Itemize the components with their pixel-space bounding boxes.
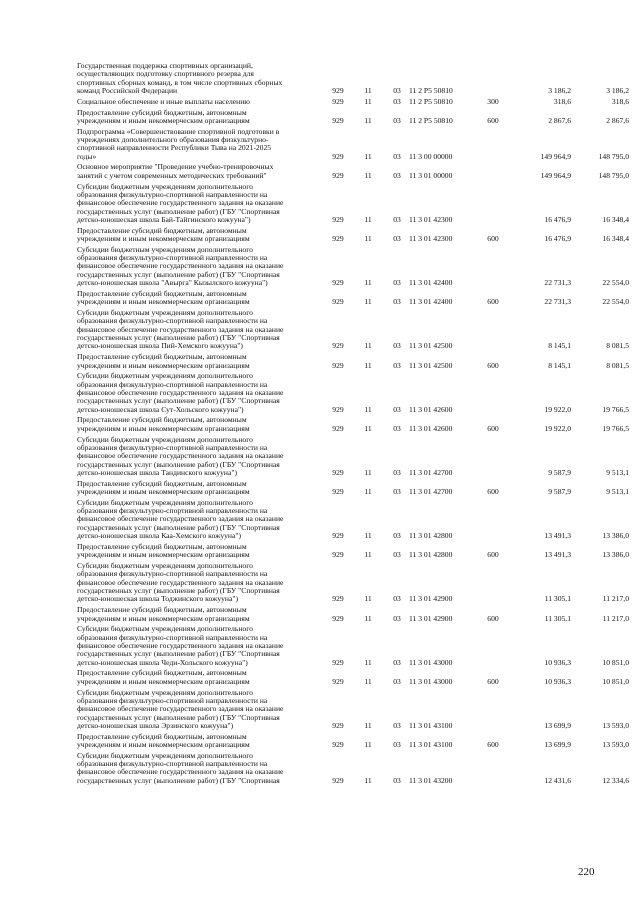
table-row	[0, 128, 640, 161]
amount-year-2: 19 766,5	[602, 404, 629, 414]
grbs-code: 929	[332, 214, 344, 224]
target-article-code: 11 3 01 42600	[409, 423, 453, 433]
section-code: 11	[364, 613, 372, 623]
target-article-code: 11 3 01 42300	[409, 234, 453, 244]
row-description: Основное мероприятие "Проведение учебно-тренировочных занятий с учетом современных методических требований"	[77, 162, 274, 180]
row-description: Субсидии бюджетным учреждениям дополнительного образования физкультурно-спортивной направленности на финансовое обеспечение государственного задания на оказание государственных услуг (выполнение работ) (ГБУ "Спортивная детско-юношеская школа Чеди-Хольского кожууна")	[77, 624, 284, 667]
table-row	[0, 372, 640, 414]
amount-year-2: 16 348,4	[602, 234, 629, 244]
section-code: 11	[364, 297, 372, 307]
grbs-code: 929	[332, 467, 344, 477]
amount-year-2: 12 334,6	[602, 775, 629, 785]
target-article-code: 11 3 01 43000	[409, 676, 453, 686]
grbs-code: 929	[332, 676, 344, 686]
expense-type-code: 600	[487, 550, 499, 560]
amount-year-1: 8 145,1	[548, 360, 571, 370]
section-code: 11	[364, 86, 372, 96]
target-article-code: 11 3 01 42900	[409, 613, 453, 623]
row-description: Государственная поддержка спортивных организаций, осуществляющих подготовку спортивного резерва для спортивных сборных команд, в том числе спортивных сборных команд Российской Федерации	[77, 61, 283, 96]
subsection-code: 03	[393, 278, 401, 288]
grbs-code: 929	[332, 775, 344, 785]
expense-type-code: 600	[487, 360, 499, 370]
table-row	[0, 309, 640, 351]
grbs-code: 929	[332, 740, 344, 750]
amount-year-2: 16 348,4	[602, 214, 629, 224]
subsection-code: 03	[393, 657, 401, 667]
amount-year-1: 16 476,9	[544, 234, 571, 244]
subsection-code: 03	[393, 676, 401, 686]
amount-year-1: 19 922,0	[544, 404, 571, 414]
target-article-code: 11 3 01 00000	[409, 170, 453, 180]
table-row	[0, 246, 640, 288]
grbs-code: 929	[332, 278, 344, 288]
row-description: Социальное обеспечение и иные выплаты населению	[77, 96, 250, 106]
grbs-code: 929	[332, 594, 344, 604]
amount-year-1: 10 936,3	[544, 676, 571, 686]
subsection-code: 03	[393, 86, 401, 96]
amount-year-2: 148 795,0	[598, 151, 629, 161]
section-code: 11	[364, 214, 372, 224]
target-article-code: 11 3 01 42800	[409, 550, 453, 560]
amount-year-1: 2 867,6	[548, 115, 571, 125]
target-article-code: 11 3 01 43100	[409, 740, 453, 750]
table-row	[0, 183, 640, 225]
grbs-code: 929	[332, 613, 344, 623]
amount-year-2: 2 867,6	[606, 115, 629, 125]
section-code: 11	[364, 775, 372, 785]
amount-year-2: 11 217,0	[602, 613, 629, 623]
subsection-code: 03	[393, 96, 401, 106]
expense-type-code: 600	[487, 115, 499, 125]
expense-type-code: 600	[487, 297, 499, 307]
table-row	[0, 98, 640, 106]
amount-year-2: 8 081,5	[606, 360, 629, 370]
row-description: Подпрограмма «Совершенствование спортивной подготовки в учреждениях дополнительного образования физкультурно- спортивной направленности Республики Тыва на 2021-2025 годы»	[77, 126, 280, 161]
row-description: Субсидии бюджетным учреждениям дополнительного образования физкультурно-спортивной направленности на финансовое обеспечение государственного задания на оказание государственных услуг (выполнение работ) (ГБУ "Спортивная детско-юношеская школа Тандинского кожууна")	[77, 434, 284, 477]
subsection-code: 03	[393, 594, 401, 604]
subsection-code: 03	[393, 214, 401, 224]
grbs-code: 929	[332, 360, 344, 370]
table-row	[0, 163, 640, 180]
grbs-code: 929	[332, 487, 344, 497]
section-code: 11	[364, 550, 372, 560]
amount-year-2: 13 386,0	[602, 531, 629, 541]
subsection-code: 03	[393, 720, 401, 730]
amount-year-1: 9 587,9	[548, 467, 571, 477]
target-article-code: 11 3 01 42300	[409, 214, 453, 224]
amount-year-1: 19 922,0	[544, 423, 571, 433]
amount-year-1: 149 964,9	[540, 170, 571, 180]
grbs-code: 929	[332, 115, 344, 125]
subsection-code: 03	[393, 297, 401, 307]
table-row	[0, 625, 640, 667]
expense-type-code: 600	[487, 423, 499, 433]
grbs-code: 929	[332, 404, 344, 414]
amount-year-1: 22 731,3	[544, 278, 571, 288]
row-description: Субсидии бюджетным учреждениям дополнительного образования физкультурно-спортивной направленности на финансовое обеспечение государственного задания на оказание государственных услуг (выполнение работ) (ГБУ "Спортивная детско-юношеская школа Каа-Хемского кожууна")	[77, 497, 284, 541]
table-row	[0, 480, 640, 497]
row-description: Субсидии бюджетным учреждениям дополнительного образования физкультурно-спортивной направленности на финансовое обеспечение государственного задания на оказание государственных услуг (выполнение работ) (ГБУ "Спортивная детско-юношеская школа Эрзинского кожууна")	[77, 687, 284, 730]
subsection-code: 03	[393, 170, 401, 180]
target-article-code: 11 3 01 42500	[409, 341, 453, 351]
subsection-code: 03	[393, 234, 401, 244]
table-row	[0, 62, 640, 95]
amount-year-1: 12 431,6	[544, 775, 571, 785]
subsection-code: 03	[393, 550, 401, 560]
target-article-code: 11 3 01 42400	[409, 278, 453, 288]
grbs-code: 929	[332, 170, 344, 180]
target-article-code: 11 3 01 43100	[409, 720, 453, 730]
row-description: Субсидии бюджетным учреждениям дополнительного образования физкультурно-спортивной направленности на финансовое обеспечение государственного задания на оказание государственных услуг (выполнение работ) (ГБУ "Спортивная детско-юношеская школа "Авырга" Кызылского кожууна")	[77, 244, 284, 288]
section-code: 11	[364, 360, 372, 370]
amount-year-1: 13 699,9	[544, 720, 571, 730]
section-code: 11	[364, 234, 372, 244]
row-description: Предоставление субсидий бюджетным, автономным учреждениям и иным некоммерческим организациям	[77, 731, 250, 750]
subsection-code: 03	[393, 115, 401, 125]
section-code: 11	[364, 594, 372, 604]
grbs-code: 929	[332, 720, 344, 730]
amount-year-2: 3 186,2	[606, 86, 629, 96]
row-description: Предоставление субсидий бюджетным, автономным учреждениям и иным некоммерческим организациям	[77, 352, 250, 370]
subsection-code: 03	[393, 775, 401, 785]
target-article-code: 11 3 01 42800	[409, 531, 453, 541]
target-article-code: 11 3 01 42400	[409, 297, 453, 307]
table-row	[0, 752, 640, 785]
expense-type-code: 300	[487, 96, 499, 106]
row-description: Предоставление субсидий бюджетным, автономным учреждениям и иным некоммерческим организациям	[77, 288, 250, 307]
expense-type-code: 600	[487, 740, 499, 750]
section-code: 11	[364, 467, 372, 477]
section-code: 11	[364, 531, 372, 541]
grbs-code: 929	[332, 234, 344, 244]
table-row	[0, 109, 640, 126]
section-code: 11	[364, 657, 372, 667]
row-description: Предоставление субсидий бюджетным, автономным учреждениям и иным некоммерческим организациям	[77, 107, 250, 125]
amount-year-1: 11 305,1	[544, 594, 571, 604]
amount-year-1: 318,6	[553, 96, 571, 106]
table-row	[0, 416, 640, 433]
target-article-code: 11 3 01 43200	[409, 775, 453, 785]
section-code: 11	[364, 720, 372, 730]
table-row	[0, 669, 640, 686]
section-code: 11	[364, 423, 372, 433]
section-code: 11	[364, 151, 372, 161]
grbs-code: 929	[332, 531, 344, 541]
grbs-code: 929	[332, 550, 344, 560]
section-code: 11	[364, 487, 372, 497]
row-description: Предоставление субсидий бюджетным, автономным учреждениям и иным некоммерческим организациям	[77, 668, 250, 686]
table-row	[0, 606, 640, 623]
subsection-code: 03	[393, 487, 401, 497]
subsection-code: 03	[393, 360, 401, 370]
amount-year-2: 9 513,1	[606, 467, 629, 477]
grbs-code: 929	[332, 423, 344, 433]
section-code: 11	[364, 96, 372, 106]
amount-year-2: 22 554,0	[602, 297, 629, 307]
amount-year-1: 13 491,3	[544, 531, 571, 541]
amount-year-1: 10 936,3	[544, 657, 571, 667]
amount-year-1: 13 699,9	[544, 740, 571, 750]
grbs-code: 929	[332, 657, 344, 667]
row-description: Субсидии бюджетным учреждениям дополнительного образования физкультурно-спортивной направленности на финансовое обеспечение государственного задания на оказание государственных услуг (выполнение работ) (ГБУ "Спортивная	[77, 750, 284, 785]
target-article-code: 11 3 01 42900	[409, 594, 453, 604]
table-row	[0, 436, 640, 478]
row-description: Субсидии бюджетным учреждениям дополнительного образования физкультурно-спортивной направленности на финансовое обеспечение государственного задания на оказание государственных услуг (выполнение работ) (ГБУ "Спортивная детско-юношеская школа Сут-Хольского кожууна")	[77, 371, 284, 414]
expense-type-code: 600	[487, 613, 499, 623]
section-code: 11	[364, 170, 372, 180]
amount-year-1: 9 587,9	[548, 487, 571, 497]
amount-year-2: 10 851,0	[602, 657, 629, 667]
table-row	[0, 733, 640, 750]
table-row	[0, 290, 640, 307]
subsection-code: 03	[393, 341, 401, 351]
row-description: Предоставление субсидий бюджетным, автономным учреждениям и иным некоммерческим организациям	[77, 478, 250, 497]
row-description: Субсидии бюджетным учреждениям дополнительного образования физкультурно-спортивной направленности на финансовое обеспечение государственного задания на оказание государственных услуг (выполнение работ) (ГБУ "Спортивная детско-юношеская школа Пий-Хемского кожууна")	[77, 308, 284, 351]
table-row	[0, 353, 640, 370]
table-row	[0, 689, 640, 731]
row-description: Предоставление субсидий бюджетным, автономным учреждениям и иным некоммерческим организациям	[77, 225, 250, 244]
grbs-code: 929	[332, 341, 344, 351]
table-row	[0, 227, 640, 244]
amount-year-2: 13 593,0	[602, 720, 629, 730]
section-code: 11	[364, 676, 372, 686]
subsection-code: 03	[393, 423, 401, 433]
amount-year-2: 19 766,5	[602, 423, 629, 433]
amount-year-2: 22 554,0	[602, 278, 629, 288]
amount-year-2: 10 851,0	[602, 676, 629, 686]
section-code: 11	[364, 115, 372, 125]
amount-year-2: 13 593,0	[602, 740, 629, 750]
subsection-code: 03	[393, 613, 401, 623]
row-description: Предоставление субсидий бюджетным, автономным учреждениям и иным некоммерческим организациям	[77, 605, 250, 623]
target-article-code: 11 2 P5 50810	[409, 96, 453, 106]
amount-year-2: 13 386,0	[602, 550, 629, 560]
amount-year-1: 3 186,2	[548, 86, 571, 96]
expense-type-code: 600	[487, 676, 499, 686]
row-description: Предоставление субсидий бюджетным, автономным учреждениям и иным некоммерческим организациям	[77, 415, 250, 433]
row-description: Предоставление субсидий бюджетным, автономным учреждениям и иным некоммерческим организациям	[77, 541, 250, 560]
table-row	[0, 562, 640, 604]
target-article-code: 11 3 01 42600	[409, 404, 453, 414]
amount-year-1: 11 305,1	[544, 613, 571, 623]
section-code: 11	[364, 341, 372, 351]
subsection-code: 03	[393, 740, 401, 750]
amount-year-1: 8 145,1	[548, 341, 571, 351]
amount-year-1: 22 731,3	[544, 297, 571, 307]
page-number: 220	[578, 866, 595, 878]
subsection-code: 03	[393, 151, 401, 161]
subsection-code: 03	[393, 467, 401, 477]
amount-year-1: 149 964,9	[540, 151, 571, 161]
grbs-code: 929	[332, 96, 344, 106]
table-row	[0, 543, 640, 560]
row-description: Субсидии бюджетным учреждениям дополнительного образования физкультурно-спортивной направленности на финансовое обеспечение государственного задания на оказание государственных услуг (выполнение работ) (ГБУ "Спортивная детско-юношеская школа Тоджинского кожууна")	[77, 561, 284, 604]
amount-year-2: 318,6	[611, 96, 629, 106]
amount-year-1: 13 491,3	[544, 550, 571, 560]
section-code: 11	[364, 278, 372, 288]
table-row	[0, 499, 640, 541]
expense-type-code: 600	[487, 487, 499, 497]
amount-year-2: 11 217,0	[602, 594, 629, 604]
section-code: 11	[364, 404, 372, 414]
grbs-code: 929	[332, 297, 344, 307]
amount-year-2: 8 081,5	[606, 341, 629, 351]
target-article-code: 11 3 01 42500	[409, 360, 453, 370]
target-article-code: 11 3 01 42700	[409, 487, 453, 497]
grbs-code: 929	[332, 86, 344, 96]
row-description: Субсидии бюджетным учреждениям дополнительного образования физкультурно-спортивной направленности на финансовое обеспечение государственного задания на оказание государственных услуг (выполнение работ) (ГБУ "Спортивная детско-юношеская школа Бай-Тайгинского кожууна")	[77, 181, 284, 224]
amount-year-2: 148 795,0	[598, 170, 629, 180]
subsection-code: 03	[393, 531, 401, 541]
expense-type-code: 600	[487, 234, 499, 244]
target-article-code: 11 2 P5 50810	[409, 86, 453, 96]
section-code: 11	[364, 740, 372, 750]
subsection-code: 03	[393, 404, 401, 414]
target-article-code: 11 3 01 43000	[409, 657, 453, 667]
amount-year-1: 16 476,9	[544, 214, 571, 224]
target-article-code: 11 2 P5 50810	[409, 115, 453, 125]
amount-year-2: 9 513,1	[606, 487, 629, 497]
target-article-code: 11 3 01 42700	[409, 467, 453, 477]
grbs-code: 929	[332, 151, 344, 161]
target-article-code: 11 3 00 00000	[409, 151, 453, 161]
